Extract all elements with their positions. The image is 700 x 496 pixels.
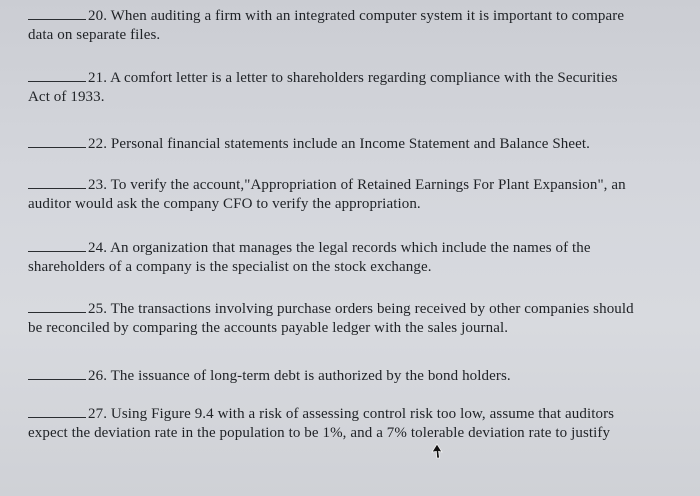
answer-blank[interactable] [28, 366, 86, 380]
answer-blank[interactable] [28, 175, 86, 189]
question-23 [28, 175, 680, 214]
answer-blank[interactable] [28, 68, 86, 82]
question-text: 25. The transactions involving purchase orders being received by other companies should [88, 301, 634, 317]
answer-blank[interactable] [28, 238, 86, 252]
question-line-1 [28, 238, 680, 258]
question-line-1 [28, 134, 680, 154]
question-text: 26. The issuance of long-term debt is authorized by the bond holders. [88, 368, 511, 384]
question-text: 24. An organization that manages the legal records which include the names of the [88, 240, 591, 256]
question-line-1 [28, 175, 680, 195]
answer-blank[interactable] [28, 134, 86, 148]
question-25 [28, 299, 680, 338]
question-continuation: Act of 1933. [28, 89, 105, 105]
question-line-1 [28, 68, 680, 88]
question-continuation: be reconciled by comparing the accounts payable ledger with the sales journal. [28, 320, 509, 336]
question-line-1 [28, 366, 680, 386]
question-continuation: expect the deviation rate in the population to be 1%, and a 7% tolerable deviation rate to justify [28, 425, 611, 441]
question-text: 20. When auditing a firm with an integrated computer system it is important to compare [88, 8, 625, 24]
question-line-1 [28, 6, 680, 26]
question-text: 27. Using Figure 9.4 with a risk of assessing control risk too low, assume that auditors [88, 406, 615, 422]
question-24 [28, 238, 680, 277]
question-20 [28, 6, 680, 45]
question-line-1 [28, 404, 680, 424]
question-continuation: shareholders of a company is the specialist on the stock exchange. [28, 259, 432, 275]
question-21 [28, 68, 680, 107]
answer-blank[interactable] [28, 6, 86, 20]
answer-blank[interactable] [28, 299, 86, 313]
question-line-1 [28, 299, 680, 319]
question-22 [28, 134, 680, 154]
answer-blank[interactable] [28, 404, 86, 418]
question-continuation: data on separate files. [28, 27, 161, 43]
mouse-cursor-icon [430, 443, 444, 461]
question-27 [28, 404, 680, 443]
question-continuation: auditor would ask the company CFO to verify the appropriation. [28, 196, 421, 212]
question-text: 21. A comfort letter is a letter to shareholders regarding compliance with the Securities [88, 70, 618, 86]
question-text: 22. Personal financial statements include an Income Statement and Balance Sheet. [88, 136, 591, 152]
question-text: 23. To verify the account,"Appropriation of Retained Earnings For Plant Expansion", an [88, 177, 626, 193]
question-26 [28, 366, 680, 386]
